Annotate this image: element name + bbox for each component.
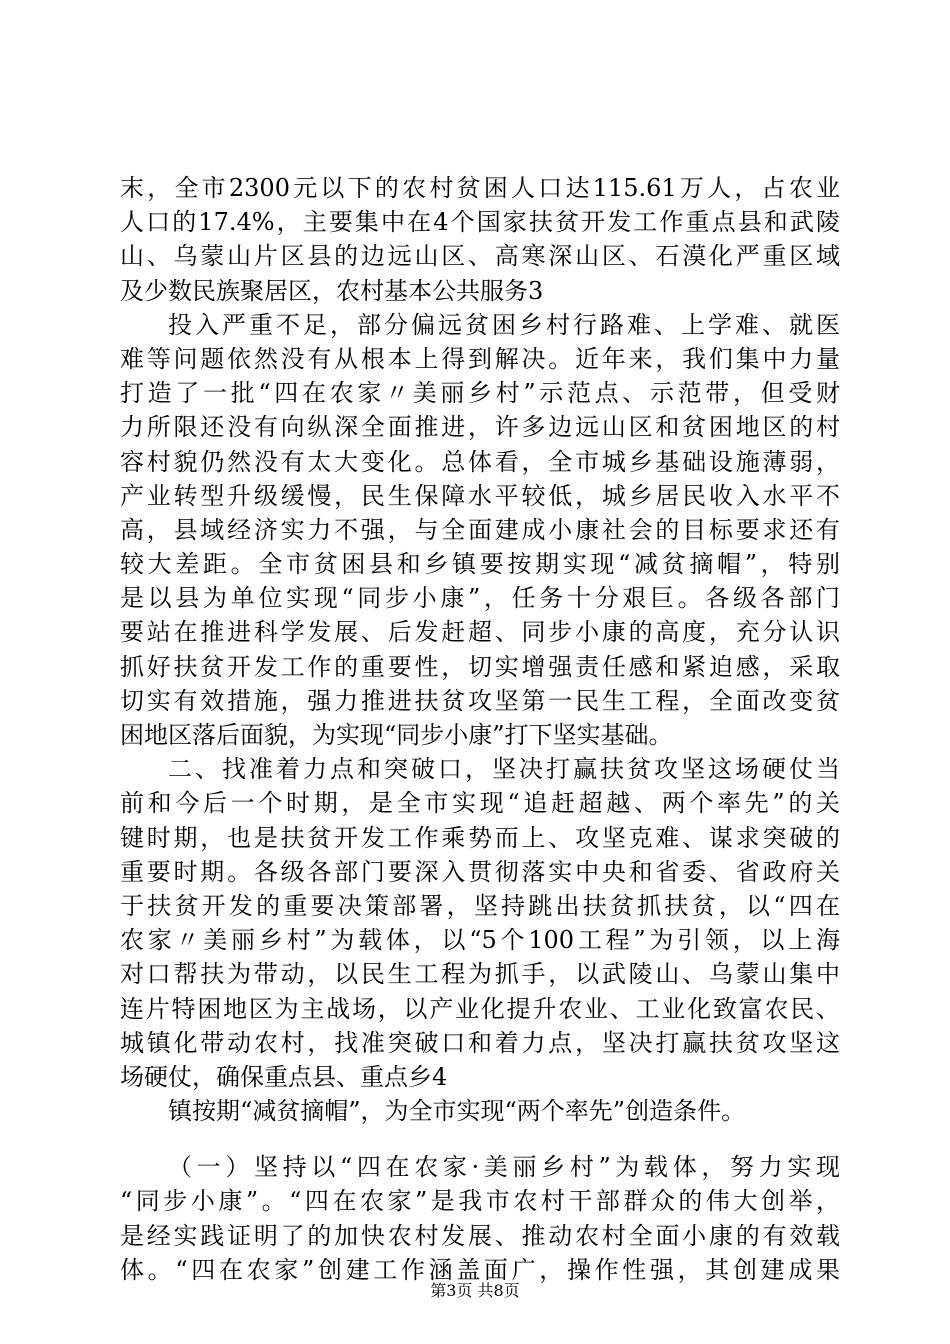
text-line: 及少数民族聚居区，农村基本公共服务3 <box>120 276 544 305</box>
text-line: 力所限还没有向纵深全面推进，许多边远山区和贫困地区的村 <box>120 413 840 442</box>
text-line: 山、乌蒙山片区县的边远山区、高寒深山区、石漠化严重区域 <box>120 242 840 271</box>
document-body <box>120 171 840 1287</box>
text-line: 要站在推进科学发展、后发赶超、同步小康的高度，充分认识 <box>120 618 840 647</box>
text-line: 连片特困地区为主战场，以产业化提升农业、工业化致富农民、 <box>120 994 840 1023</box>
text-line: 是经实践证明了的加快农村发展、推动农村全面小康的有效载 <box>120 1221 840 1250</box>
text-line: 末，全市2300元以下的农村贫困人口达115.61万人，占农业 <box>120 174 840 202</box>
paragraph-1 <box>120 171 840 308</box>
text-line: 是以县为单位实现“同步小康”，任务十分艰巨。各级各部门 <box>120 584 840 613</box>
subsection-heading-line: （一）坚持以“四在农家·美丽乡村”为载体，努力实现 <box>168 1153 840 1182</box>
text-line: 切实有效措施，强力推进扶贫攻坚第一民生工程，全面改变贫 <box>120 686 840 715</box>
text-line: 场硬仗，确保重点县、重点乡4 <box>120 1062 448 1091</box>
text-line: 投入严重不足，部分偏远贫困乡村行路难、上学难、就医 <box>168 310 840 339</box>
text-line: 困地区落后面貌，为实现“同步小康”打下坚实基础。 <box>120 721 673 749</box>
text-line: 人口的17.4%，主要集中在4个国家扶贫开发工作重点县和武陵 <box>120 208 840 237</box>
text-line: “同步小康”。“四在农家”是我市农村干部群众的伟大创举， <box>120 1187 840 1216</box>
text-line: 打造了一批“四在农家〃美丽乡村”示范点、示范带，但受财 <box>120 379 840 408</box>
section-heading-line: 二、找准着力点和突破口，坚决打赢扶贫攻坚这场硬仗当 <box>168 755 840 784</box>
text-line: 于扶贫开发的重要决策部署，坚持跳出扶贫抓扶贫，以“四在 <box>120 891 840 920</box>
text-line: 农家〃美丽乡村”为载体，以“5个100工程”为引领，以上海 <box>120 926 840 955</box>
text-line: 难等问题依然没有从根本上得到解决。近年来，我们集中力量 <box>120 344 840 373</box>
text-line: 前和今后一个时期，是全市实现“追赶超越、两个率先”的关 <box>120 789 840 818</box>
text-line: 高，县域经济实力不强，与全面建成小康社会的目标要求还有 <box>120 515 840 544</box>
text-line: 城镇化带动农村，找准突破口和着力点，坚决打赢扶贫攻坚这 <box>120 1028 840 1057</box>
paragraph-5 <box>120 1150 840 1287</box>
text-line: 产业转型升级缓慢，民生保障水平较低，城乡居民收入水平不 <box>120 481 840 510</box>
page-number-footer: 第3页 共8页 <box>430 1281 520 1300</box>
text-line: 较大差距。全市贫困县和乡镇要按期实现“减贫摘帽”，特别 <box>120 550 840 579</box>
text-line: 体。“四在农家”创建工作涵盖面广，操作性强，其创建成果 <box>120 1255 840 1284</box>
paragraph-3 <box>120 752 840 1094</box>
text-line: 镇按期“减贫摘帽”，为全市实现“两个率先”创造条件。 <box>168 1097 746 1126</box>
text-line: 容村貌仍然没有太大变化。总体看，全市城乡基础设施薄弱， <box>120 447 840 476</box>
text-line: 重要时期。各级各部门要深入贯彻落实中央和省委、省政府关 <box>120 857 840 886</box>
paragraph-gap <box>120 1128 840 1150</box>
text-line: 键时期，也是扶贫开发工作乘势而上、攻坚克难、谋求突破的 <box>120 823 840 852</box>
text-line: 对口帮扶为带动，以民生工程为抓手，以武陵山、乌蒙山集中 <box>120 960 840 989</box>
text-line: 抓好扶贫开发工作的重要性，切实增强责任感和紧迫感，采取 <box>120 652 840 681</box>
paragraph-2 <box>120 308 840 752</box>
paragraph-4 <box>120 1094 840 1128</box>
